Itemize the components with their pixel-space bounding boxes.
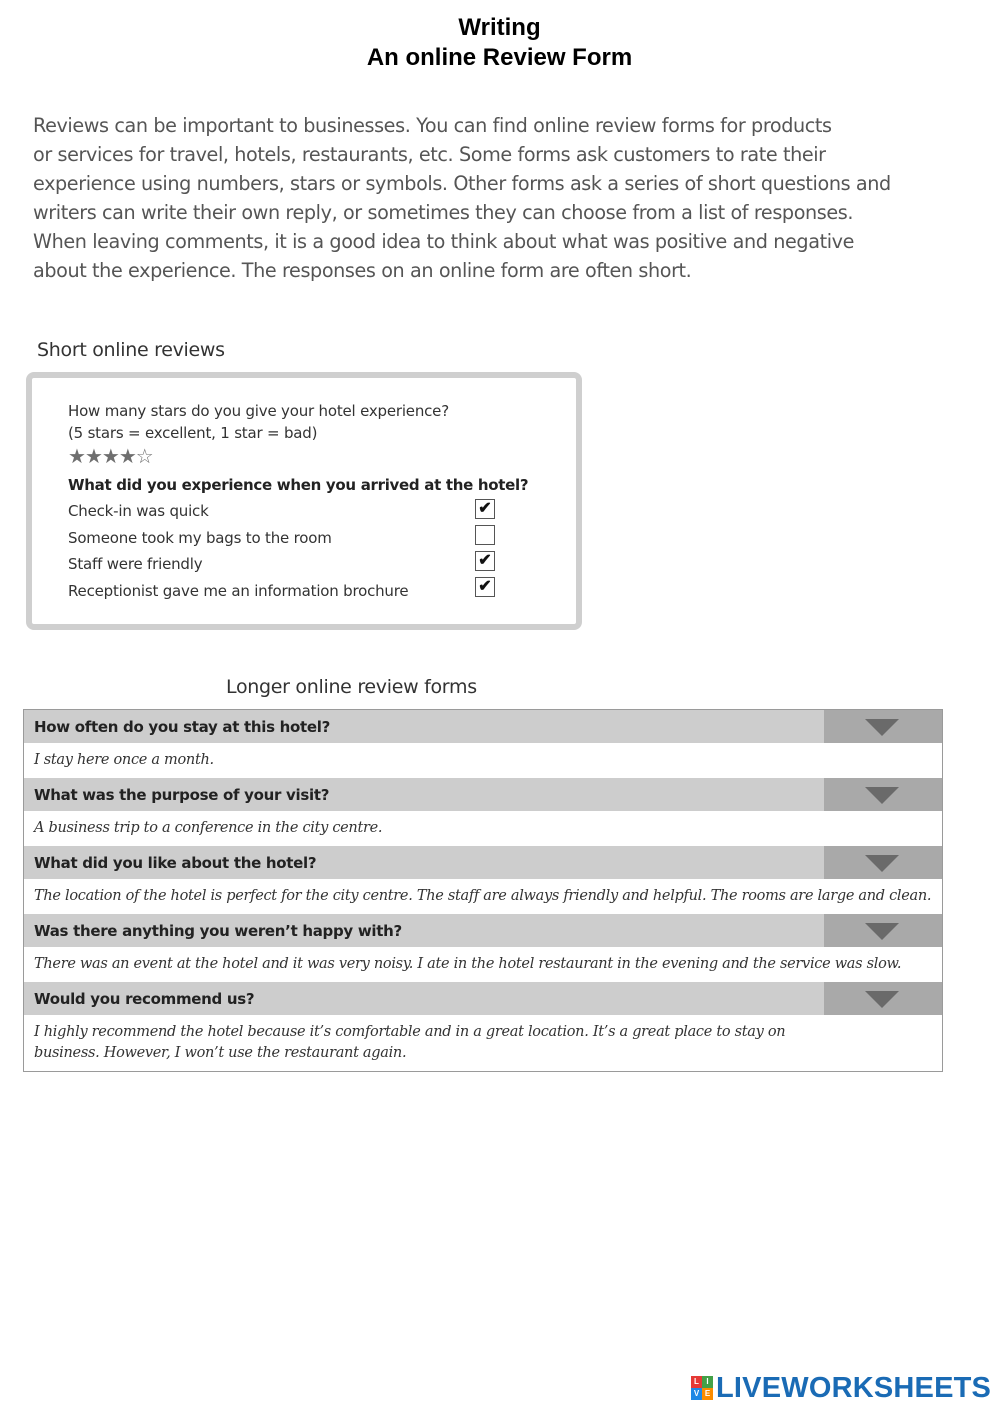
liveworksheets-logo[interactable] (691, 1371, 991, 1405)
dropdown-button[interactable] (824, 914, 942, 947)
chevron-down-icon (865, 991, 899, 1008)
option-checkbox[interactable]: ✔ (475, 577, 495, 597)
question-row (24, 710, 942, 743)
question-text: Was there anything you weren’t happy with? (34, 922, 402, 940)
rating-question: How many stars do you give your hotel experience? (68, 402, 449, 420)
question-text: Would you recommend us? (34, 990, 255, 1008)
intro-line: Reviews can be important to businesses. You can find online review forms for products (33, 114, 832, 137)
short-review-form (26, 372, 582, 630)
intro-line: writers can write their own reply, or sometimes they can choose from a list of responses. (33, 201, 854, 224)
logo-letter: V (691, 1388, 702, 1400)
page-title: Writing (458, 14, 541, 41)
arrival-question: What did you experience when you arrived at the hotel? (68, 476, 529, 494)
short-reviews-heading: Short online reviews (37, 339, 225, 361)
option-label: Someone took my bags to the room (68, 529, 332, 547)
answer-text: A business trip to a conference in the city centre. (24, 811, 942, 846)
option-label: Staff were friendly (68, 555, 203, 573)
question-text: What was the purpose of your visit? (34, 786, 330, 804)
question-row (24, 846, 942, 879)
page-subtitle: An online Review Form (366, 44, 633, 71)
long-review-form (23, 709, 943, 1072)
intro-line: or services for travel, hotels, restaurants, etc. Some forms ask customers to rate their (33, 143, 826, 166)
option-checkbox[interactable] (475, 525, 495, 545)
logo-text: LIVEWORKSHEETS (716, 1371, 992, 1404)
star-filled-icon[interactable]: ★ (84, 446, 102, 468)
chevron-down-icon (865, 923, 899, 940)
answer-text: I stay here once a month. (24, 743, 942, 778)
star-filled-icon[interactable]: ★ (68, 446, 85, 468)
question-row (24, 982, 942, 1015)
option-checkbox[interactable]: ✔ (475, 499, 495, 519)
chevron-down-icon (865, 719, 899, 736)
option-label: Check-in was quick (68, 502, 209, 520)
dropdown-button[interactable] (824, 846, 942, 879)
dropdown-button[interactable] (824, 982, 942, 1015)
question-row (24, 778, 942, 811)
option-checkbox[interactable]: ✔ (475, 551, 495, 571)
logo-letter: I (702, 1376, 713, 1388)
logo-icon (691, 1376, 713, 1400)
intro-line: experience using numbers, stars or symbols. Other forms ask a series of short questions and (33, 172, 891, 195)
dropdown-button[interactable] (824, 710, 942, 743)
question-text: How often do you stay at this hotel? (34, 718, 331, 736)
chevron-down-icon (865, 855, 899, 872)
intro-paragraph (33, 111, 933, 285)
rating-note: (5 stars = excellent, 1 star = bad) (68, 424, 318, 442)
intro-line: When leaving comments, it is a good idea to think about what was positive and negative (33, 230, 854, 253)
logo-letter: L (691, 1376, 702, 1388)
question-text: What did you like about the hotel? (34, 854, 317, 872)
star-empty-icon[interactable]: ☆ (135, 446, 153, 468)
star-filled-icon[interactable]: ★ (118, 446, 136, 468)
star-filled-icon[interactable]: ★ (101, 446, 119, 468)
star-rating[interactable] (68, 444, 153, 469)
answer-text: The location of the hotel is perfect for the city centre. The staff are always friendly and helpful. The rooms are large and clean. (24, 879, 942, 914)
intro-line: about the experience. The responses on an online form are often short. (33, 259, 692, 282)
dropdown-button[interactable] (824, 778, 942, 811)
question-row (24, 914, 942, 947)
answer-text: There was an event at the hotel and it was very noisy. I ate in the hotel restaurant in the evening and the service was slow. (24, 947, 942, 982)
chevron-down-icon (865, 787, 899, 804)
long-reviews-heading: Longer online review forms (226, 676, 477, 698)
answer-text: I highly recommend the hotel because it’s comfortable and in a great location. It’s a great place to stay on business. However, I won’t use the restaurant again. (24, 1015, 942, 1071)
logo-letter: E (702, 1388, 713, 1400)
option-label: Receptionist gave me an information brochure (68, 582, 409, 600)
